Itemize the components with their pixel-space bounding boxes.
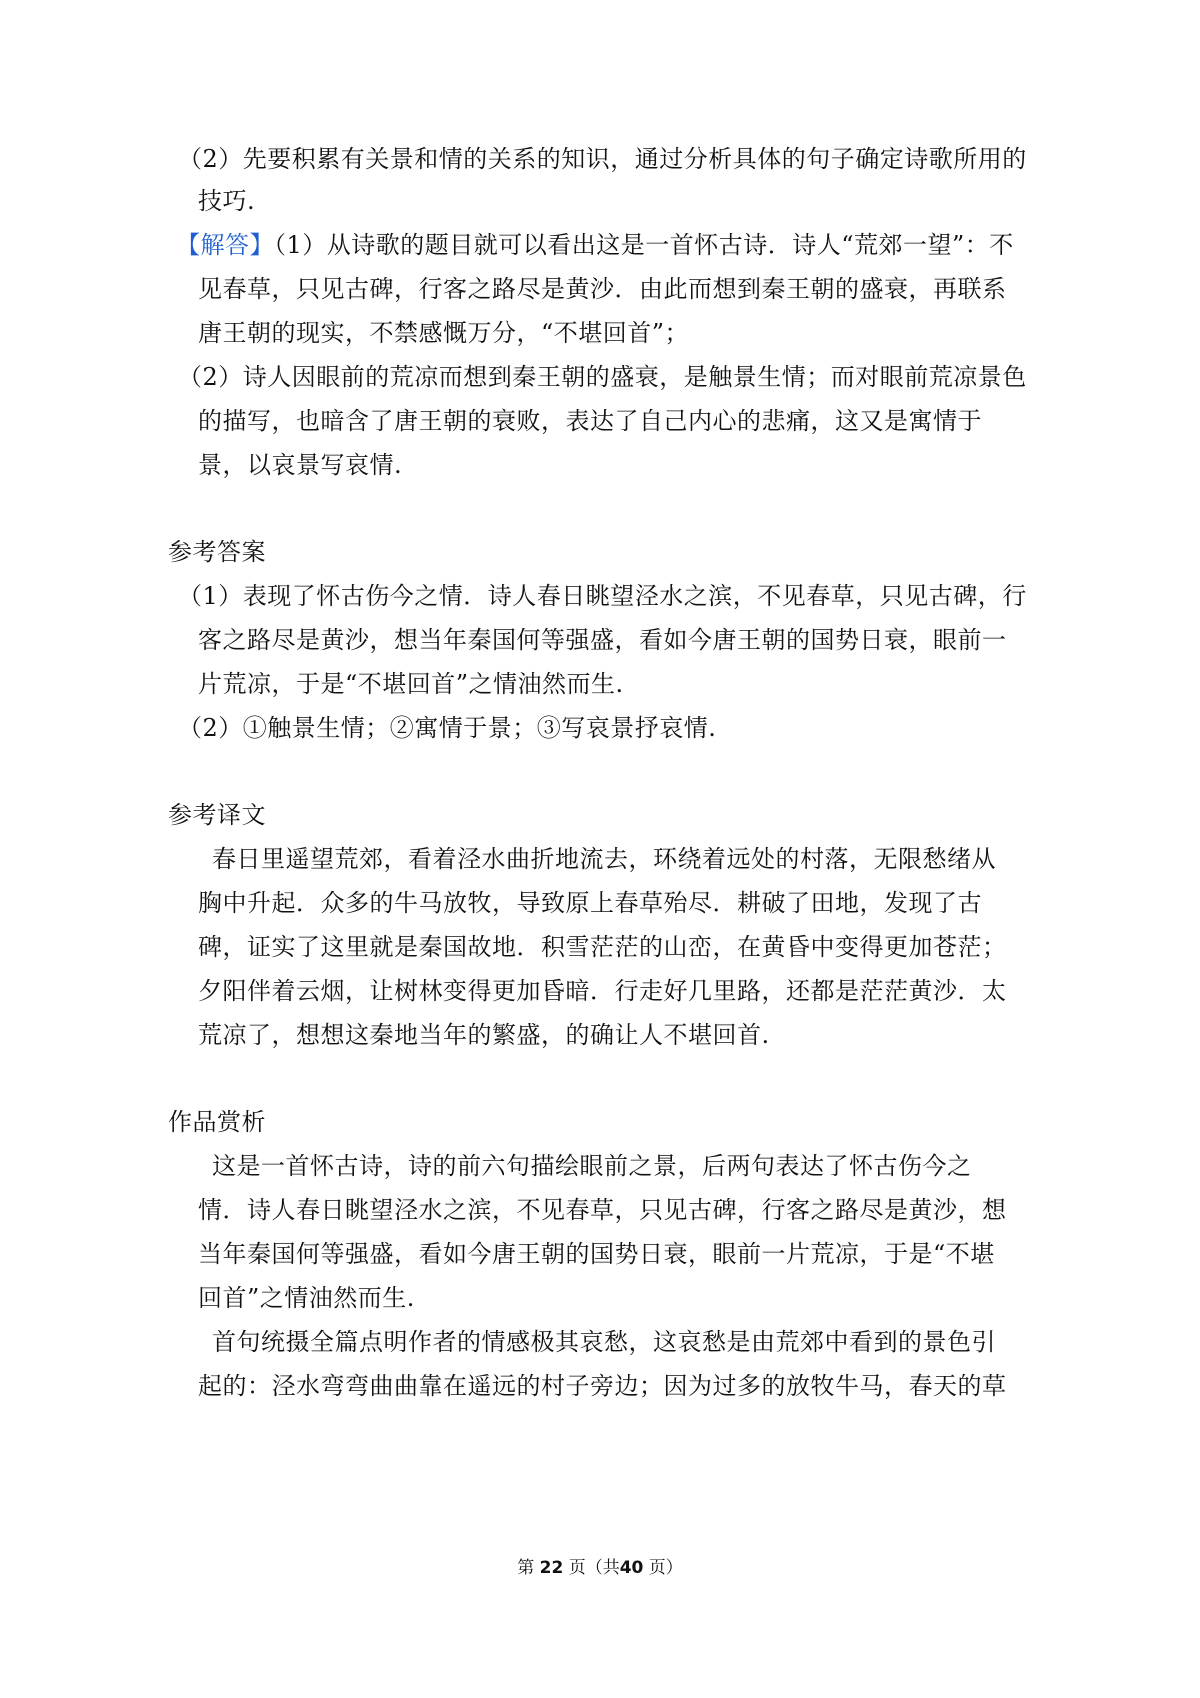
answer-p1-line-1: （1）从诗歌的题目就可以看出这是一首怀古诗．诗人“荒郊一望”：不 <box>274 231 1014 259</box>
translation-line-5: 荒凉了，想想这秦地当年的繁盛，的确让人不堪回首. <box>198 1021 770 1049</box>
page-footer <box>0 1556 1200 1580</box>
answer-p2-line-2: 的描写，也暗含了唐王朝的衰败，表达了自己内心的悲痛，这又是寓情于 <box>198 407 982 435</box>
answer-p1-line-3: 唐王朝的现实，不禁感慨万分，“不堪回首”； <box>198 319 690 347</box>
footer-middle: 页（共 <box>568 1558 620 1578</box>
answer-p2-line-3: 景，以哀景写哀情. <box>198 451 403 479</box>
reference-translation-heading: 参考译文 <box>168 801 266 829</box>
appreciation-p2-line-1: 首句统摄全篇点明作者的情感极其哀愁，这哀愁是由荒郊中看到的景色引 <box>212 1328 996 1356</box>
reference-answer-1-line-2: 客之路尽是黄沙，想当年秦国何等强盛，看如今唐王朝的国势日衰，眼前一 <box>198 626 1007 654</box>
reference-answer-heading: 参考答案 <box>168 538 266 566</box>
answer-p1-line-2: 见春草，只见古碑，行客之路尽是黄沙．由此而想到秦王朝的盛衰，再联系 <box>198 275 1007 303</box>
appreciation-p1-line-2: 情．诗人春日眺望泾水之滨，不见春草，只见古碑，行客之路尽是黄沙，想 <box>198 1196 1007 1224</box>
appreciation-heading: 作品赏析 <box>168 1108 266 1136</box>
footer-current-page: 22 <box>539 1558 564 1578</box>
analysis-point-2-line-2: 技巧. <box>198 187 256 215</box>
appreciation-p1-line-4: 回首”之情油然而生. <box>198 1284 415 1312</box>
answer-p2-line-1: （2）诗人因眼前的荒凉而想到秦王朝的盛衰，是触景生情；而对眼前荒凉景色 <box>178 363 1027 391</box>
answer-explanation-line-1 <box>176 229 1014 261</box>
reference-answer-2-line-1: （2）①触景生情；②寓情于景；③写哀景抒哀情. <box>178 714 717 742</box>
translation-line-4: 夕阳伴着云烟，让树林变得更加昏暗．行走好几里路，还都是茫茫黄沙．太 <box>198 977 1007 1005</box>
reference-answer-1-line-1: （1）表现了怀古伤今之情．诗人春日眺望泾水之滨，不见春草，只见古碑，行 <box>178 582 1027 610</box>
appreciation-p1-line-3: 当年秦国何等强盛，看如今唐王朝的国势日衰，眼前一片荒凉，于是“不堪 <box>198 1240 995 1268</box>
reference-answer-1-line-3: 片荒凉，于是“不堪回首”之情油然而生. <box>198 670 624 698</box>
footer-prefix: 第 <box>517 1558 535 1578</box>
translation-line-2: 胸中升起．众多的牛马放牧，导致原上春草殆尽．耕破了田地，发现了古 <box>198 889 982 917</box>
footer-suffix: 页） <box>648 1558 683 1578</box>
footer-total-pages: 40 <box>619 1558 644 1578</box>
translation-line-1: 春日里遥望荒郊，看着泾水曲折地流去，环绕着远处的村落，无限愁绪从 <box>212 845 996 873</box>
appreciation-p2-line-2: 起的：泾水弯弯曲曲靠在遥远的村子旁边；因为过多的放牧牛马，春天的草 <box>198 1372 1007 1400</box>
translation-line-3: 碑，证实了这里就是秦国故地．积雪茫茫的山峦，在黄昏中变得更加苍茫； <box>198 933 1007 961</box>
appreciation-p1-line-1: 这是一首怀古诗，诗的前六句描绘眼前之景，后两句表达了怀古伤今之 <box>212 1152 972 1180</box>
answer-label: 【解答】 <box>176 231 274 259</box>
analysis-point-2-line-1: （2）先要积累有关景和情的关系的知识，通过分析具体的句子确定诗歌所用的 <box>178 145 1027 173</box>
